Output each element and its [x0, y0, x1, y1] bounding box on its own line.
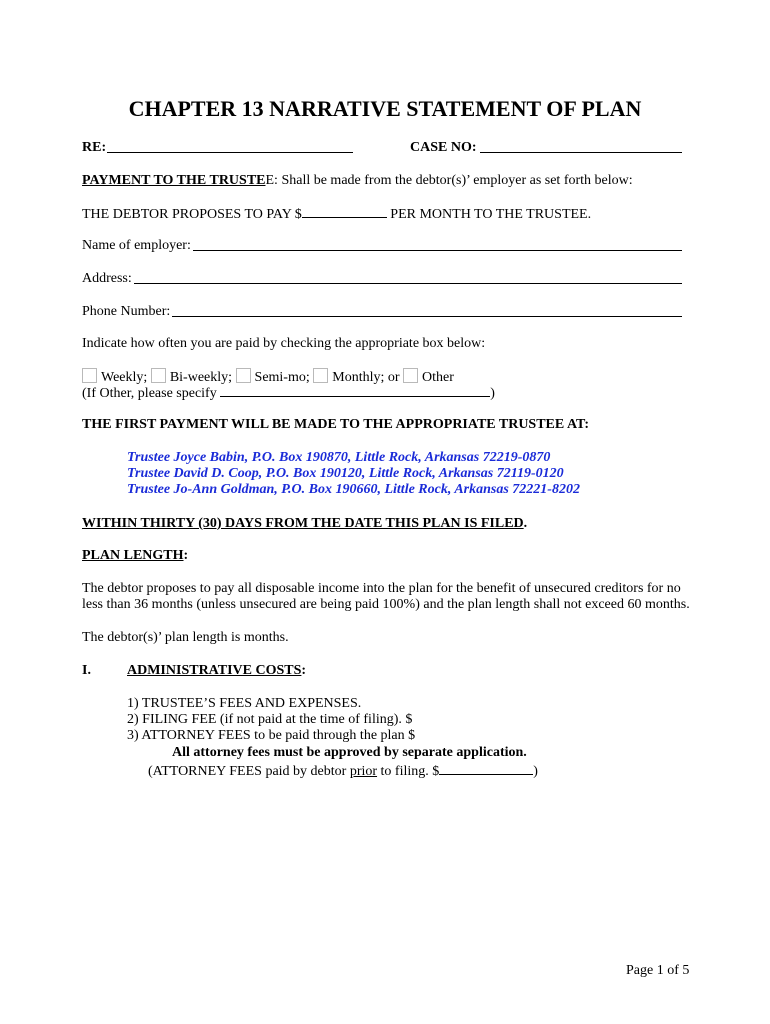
payment-heading-tail: E: Shall be made from the debtor(s)’ employer as set forth below:: [265, 173, 633, 188]
plan-length-heading-line: [82, 548, 188, 564]
proposal-line: [82, 205, 591, 223]
section-heading: [127, 663, 306, 679]
attorney-paid-mid: to filing. $: [377, 764, 440, 779]
semimonthly-checkbox[interactable]: [236, 368, 251, 383]
attorney-note: All attorney fees must be approved by separate application.: [172, 745, 527, 760]
trustee-address: Trustee Jo-Ann Goldman, P.O. Box 190660, Little Rock, Arkansas 72221-8202: [127, 482, 580, 497]
case-no-label: CASE NO:: [410, 140, 477, 155]
plan-length-colon: :: [183, 548, 189, 563]
admin-cost-item: 1) TRUSTEE’S FEES AND EXPENSES.: [127, 696, 362, 711]
case-no-field[interactable]: [480, 152, 682, 153]
address-label: Address:: [82, 271, 132, 286]
phone-label: Phone Number:: [82, 304, 171, 319]
within-period: .: [523, 516, 528, 531]
proposal-post: PER MONTH TO THE TRUSTEE.: [386, 207, 592, 222]
address-field[interactable]: [134, 283, 682, 284]
attorney-paid-amount-field[interactable]: [439, 762, 533, 775]
plan-paragraph: The debtor proposes to pay all disposable income into the plan for the benefit of unsecured creditors for no less than 36 months (unless unsecured are being paid 100%) and the plan length shall not exceed 60 months.: [82, 581, 690, 612]
other-specify-label: (If Other, please specify: [82, 386, 217, 401]
payment-heading-line: [82, 173, 633, 189]
frequency-option-label: Weekly;: [101, 370, 148, 385]
other-specify-field[interactable]: [220, 384, 490, 397]
section-title: ADMINISTRATIVE COSTS: [127, 663, 302, 678]
trustee-address: Trustee David D. Coop, P.O. Box 190120, Little Rock, Arkansas 72119-0120: [127, 466, 564, 481]
employer-label: Name of employer:: [82, 238, 191, 253]
payment-heading: PAYMENT TO THE TRUSTE: [82, 173, 266, 188]
attorney-paid-line: [148, 762, 538, 780]
attorney-paid-post: ): [533, 764, 538, 779]
first-payment-heading: THE FIRST PAYMENT WILL BE MADE TO THE APPROPRIATE TRUSTEE AT:: [82, 417, 589, 432]
frequency-option-label: Other: [422, 370, 454, 385]
within-thirty-days-text: WITHIN THIRTY (30) DAYS FROM THE DATE THIS PLAN IS FILED: [82, 516, 524, 531]
frequency-prompt: Indicate how often you are paid by checking the appropriate box below:: [82, 336, 486, 351]
monthly-checkbox[interactable]: [313, 368, 328, 383]
section-number: I.: [82, 663, 91, 678]
within-thirty-days: [82, 516, 527, 532]
monthly-amount-field[interactable]: [302, 205, 387, 218]
other-specify-line: [82, 384, 495, 402]
attorney-paid-pre: (ATTORNEY FEES paid by debtor: [148, 764, 350, 779]
page-number: Page 1 of 5: [626, 963, 690, 978]
section-colon: :: [301, 663, 307, 678]
plan-length-heading: PLAN LENGTH: [82, 548, 184, 563]
other-checkbox[interactable]: [403, 368, 418, 383]
frequency-option-label: Semi-mo;: [254, 370, 310, 385]
page-title: CHAPTER 13 NARRATIVE STATEMENT OF PLAN: [128, 96, 642, 121]
frequency-option-label: Bi-weekly;: [169, 370, 233, 385]
weekly-checkbox[interactable]: [82, 368, 97, 383]
admin-cost-item: 2) FILING FEE (if not paid at the time of filing). $: [127, 712, 413, 727]
admin-cost-item: 3) ATTORNEY FEES to be paid through the plan $: [127, 728, 416, 743]
proposal-pre: THE DEBTOR PROPOSES TO PAY $: [82, 207, 302, 222]
re-label: RE:: [82, 140, 107, 155]
phone-field[interactable]: [172, 316, 682, 317]
trustee-address: Trustee Joyce Babin, P.O. Box 190870, Little Rock, Arkansas 72219-0870: [127, 450, 551, 465]
employer-field[interactable]: [193, 250, 682, 251]
frequency-option-label: Monthly; or: [332, 370, 400, 385]
re-field[interactable]: [107, 152, 353, 153]
other-specify-close: ): [490, 386, 495, 401]
attorney-paid-prior: prior: [349, 764, 378, 779]
plan-length-statement: The debtor(s)’ plan length is months.: [82, 630, 289, 645]
biweekly-checkbox[interactable]: [151, 368, 166, 383]
